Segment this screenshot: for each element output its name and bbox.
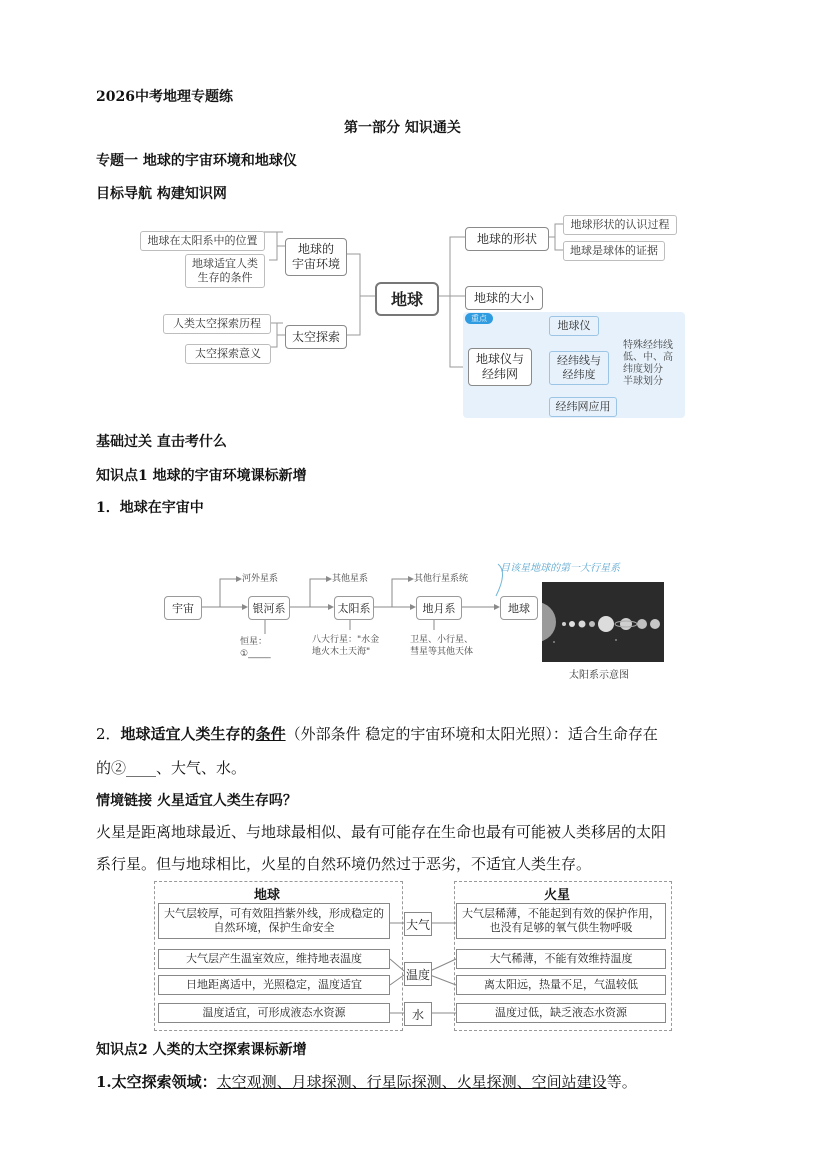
label-other-galaxies: 河外星系 (242, 574, 279, 584)
earth-mars-compare (154, 881, 672, 1031)
image-caption: 太阳系示意图 (569, 670, 629, 681)
earth-water: 温度适宜，可形成液态水资源 (158, 1003, 390, 1023)
leaf-grid-use: 经纬网应用 (549, 397, 617, 417)
label-other-star-systems: 其他星系 (332, 574, 369, 584)
label-other-planet-systems: 其他行星系统 (414, 574, 469, 584)
lat-lon-notes: 特殊经纬线 低、中、高 纬度划分 半球划分 (623, 340, 673, 387)
leaf-solar-position: 地球在太阳系中的位置 (140, 231, 265, 251)
earth-atmosphere: 大气层较厚，可有效阻挡紫外线，形成稳定的自然环境，保护生命安全 (158, 903, 390, 939)
mars-title: 火星 (544, 888, 571, 903)
kp2-heading: 知识点2 人类的太空探索课标新增 (96, 1042, 307, 1058)
nav-heading: 目标导航 构建知识网 (96, 186, 227, 202)
scenario-heading: 情境链接 火星适宜人类生存吗？ (96, 793, 297, 809)
node-solar-system: 太阳系 (334, 596, 374, 620)
topic-title: 专题一 地球的宇宙环境和地球仪 (96, 153, 297, 169)
item3-items: 太空观测、月球探测、行星际探测、火星探测、空间站建设 (216, 1073, 607, 1091)
earth-distance: 日地距离适中，光照稳定，温度适宜 (158, 975, 390, 995)
solar-system-illustration (542, 582, 664, 662)
mars-atmosphere: 大气层稀薄，不能起到有效的保护作用，也没有足够的氧气供生物呼吸 (456, 903, 666, 939)
leaf-shape-history: 地球形状的认识过程 (563, 215, 677, 235)
label-eight-planets: 八大行星："水金 地火木土天海" (312, 635, 380, 657)
item2-underline: 条件 (255, 725, 286, 743)
node-earth: 地球 (500, 596, 538, 620)
item3-label: 1.太空探索领域： (96, 1073, 217, 1091)
doc-title: 2026中考地理专题练 (96, 89, 233, 105)
kp1-heading: 知识点1 地球的宇宙环境课标新增 (96, 468, 307, 484)
scenario-para-2: 系行星。但与地球相比，火星的自然环境仍然过于恶劣，不适宜人类生存。 (96, 855, 592, 873)
item2-line2-post: 、大气、水。 (156, 759, 247, 777)
factor-atmosphere: 大气 (404, 912, 432, 936)
handwritten-note: 目该星地球的第一大行星系 (500, 563, 620, 574)
item2-line1 (96, 723, 658, 744)
scenario-para-1: 火星是距离地球最近、与地球最相似、最有可能存在生命也最有可能被人类移居的太阳 (96, 823, 667, 841)
node-earth-shape: 地球的形状 (465, 227, 549, 251)
node-space-exploration: 太空探索 (285, 325, 347, 349)
item2-line2-pre: 的② (96, 759, 127, 777)
item1-heading: 1．地球在宇宙中 (96, 500, 204, 516)
solar-system-image (542, 582, 664, 662)
label-other-bodies: 卫星、小行星、 彗星等其他天体 (410, 635, 474, 657)
leaf-lat-lon: 经纬线与 经纬度 (549, 351, 609, 385)
node-universe: 宇宙 (164, 596, 202, 620)
leaf-sphere-evidence: 地球是球体的证据 (563, 241, 665, 261)
factor-water: 水 (404, 1002, 432, 1026)
mars-thin-air: 大气稀薄，不能有效维持温度 (456, 949, 666, 969)
node-milky-way: 银河系 (248, 596, 290, 620)
mars-water: 温度过低，缺乏液态水资源 (456, 1003, 666, 1023)
label-stars-blank: 恒星： ①_____ (240, 637, 271, 659)
mars-distance: 离太阳远，热量不足，气温较低 (456, 975, 666, 995)
leaf-globe: 地球仪 (549, 316, 599, 336)
earth-title: 地球 (254, 888, 281, 903)
node-globe-grid: 地球仪与 经纬网 (468, 348, 532, 386)
key-badge: 重点 (465, 313, 493, 324)
item2-rest: （外部条件 稳定的宇宙环境和太阳光照）：适合生命存在 (285, 725, 658, 743)
basics-heading: 基础过关 直击考什么 (96, 434, 227, 450)
leaf-exploration-history: 人类太空探索历程 (163, 314, 271, 334)
item2-label: 2． (96, 725, 121, 743)
item2-blank: ____ (126, 759, 157, 777)
item2-bold: 地球适宜人类生存的 (120, 725, 256, 743)
node-earth-moon: 地月系 (416, 596, 462, 620)
leaf-exploration-meaning: 太空探索意义 (185, 344, 271, 364)
earth-greenhouse: 大气层产生温室效应，维持地表温度 (158, 949, 390, 969)
cosmos-diagram (160, 556, 690, 684)
part-title: 第一部分 知识通关 (344, 120, 461, 136)
knowledge-mindmap (135, 210, 695, 425)
leaf-survival-conditions: 地球适宜人类 生存的条件 (185, 254, 265, 288)
node-cosmic-environment: 地球的 宇宙环境 (285, 238, 347, 276)
item2-line2 (96, 757, 246, 778)
item3-line (96, 1071, 637, 1092)
factor-temperature: 温度 (404, 962, 432, 986)
item3-end: 等。 (606, 1073, 637, 1091)
node-earth-center: 地球 (375, 282, 439, 316)
node-earth-size: 地球的大小 (465, 286, 543, 310)
